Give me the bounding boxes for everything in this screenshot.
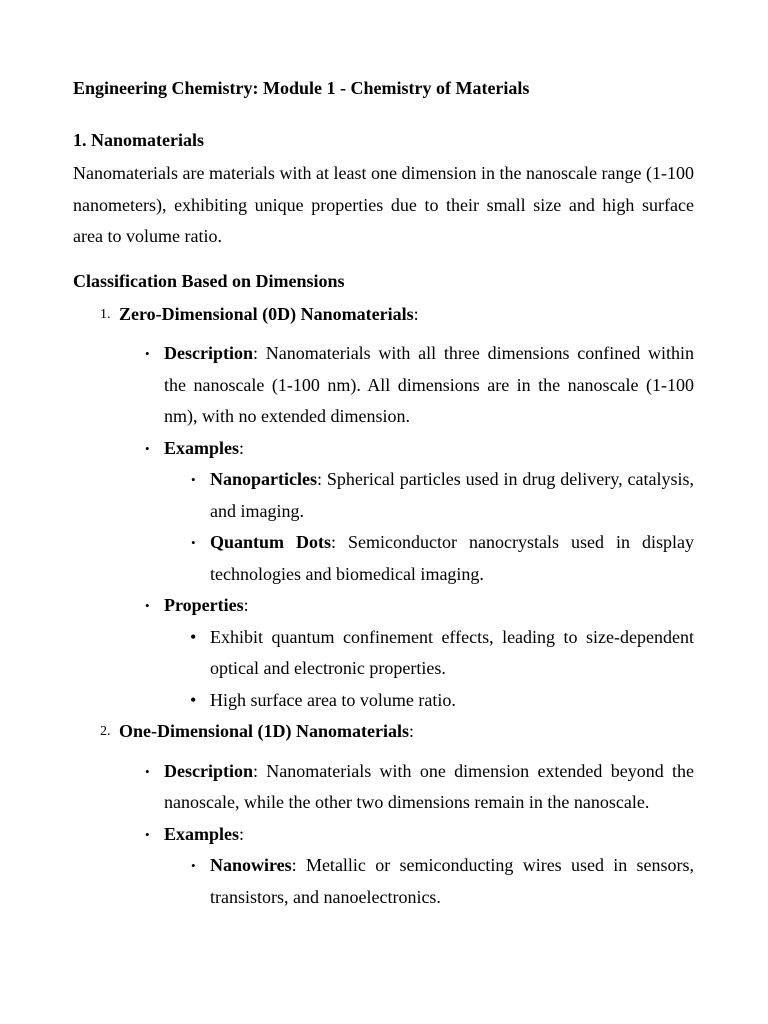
bullet-icon: •: [145, 826, 150, 842]
bullet-icon: •: [191, 472, 196, 487]
list-item-0d: [73, 299, 694, 331]
examples-colon: :: [239, 437, 245, 458]
property-text: Exhibit quantum confinement effects, leading to size-dependent optical and electronic properties.: [210, 626, 694, 678]
bullet-icon: •: [191, 858, 196, 873]
bullet-icon: •: [145, 440, 150, 456]
example-quantum-dots: [73, 527, 694, 590]
bullet-icon: •: [191, 535, 196, 550]
item-label: Zero-Dimensional (0D) Nanomaterials: [119, 303, 414, 324]
examples-label: Examples: [164, 437, 240, 458]
example-text: : Metallic or semiconducting wires used in sensors, transistors, and nanoelectronics.: [210, 855, 694, 907]
description-label: Description: [164, 760, 253, 781]
intro-paragraph: Nanomaterials are materials with at least one dimension in the nanoscale range (1-100 nanometers), exhibiting unique properties due to their small size and high surface area to volume ratio.: [73, 163, 694, 246]
description-item: [73, 338, 694, 433]
bullet-icon: •: [190, 626, 197, 647]
properties-item: [73, 590, 694, 622]
section-heading: 1. Nanomaterials: [73, 130, 204, 150]
document-title: Engineering Chemistry: Module 1 - Chemistry of Materials: [73, 78, 530, 98]
example-nanoparticles: [73, 464, 694, 527]
examples-colon: :: [239, 823, 245, 844]
property-surface-area: [73, 685, 694, 717]
description-label: Description: [164, 343, 253, 363]
properties-label: Properties: [164, 595, 244, 615]
item-colon: :: [408, 721, 414, 741]
example-label: Nanoparticles: [210, 469, 317, 489]
property-quantum-confinement: [73, 622, 694, 685]
item-label: One-Dimensional (1D) Nanomaterials: [119, 721, 409, 741]
example-nanowires: [73, 850, 694, 913]
properties-colon: :: [243, 595, 249, 615]
description-text: : Nanomaterials with one dimension extended beyond the nanoscale, while the other two dimensions remain in the nanoscale.: [164, 760, 694, 812]
example-label: Quantum Dots: [210, 532, 332, 552]
property-text: High surface area to volume ratio.: [210, 689, 456, 710]
description-item: [73, 756, 694, 819]
example-text: : Semiconductor nanocrystals used in display technologies and biomedical imaging.: [210, 532, 694, 584]
list-number: 1.: [100, 306, 111, 322]
description-text: : Nanomaterials with all three dimensions confined within the nanoscale (1-100 nm). All dimensions are in the nanoscale (1-100 nm), with no extended dimension.: [164, 343, 694, 426]
examples-label: Examples: [164, 823, 240, 844]
list-number: 2.: [100, 724, 111, 739]
example-text: : Spherical particles used in drug delivery, catalysis, and imaging.: [210, 469, 694, 521]
bullet-icon: •: [145, 346, 150, 361]
examples-item: [73, 433, 694, 465]
classification-heading: Classification Based on Dimensions: [73, 270, 345, 291]
bullet-icon: •: [145, 598, 150, 613]
example-label: Nanowires: [210, 855, 292, 875]
list-item-1d: [73, 716, 694, 748]
examples-item: [73, 819, 694, 851]
document-page: [73, 74, 694, 913]
item-colon: :: [413, 303, 419, 324]
bullet-icon: •: [190, 689, 197, 710]
bullet-icon: •: [145, 763, 150, 779]
